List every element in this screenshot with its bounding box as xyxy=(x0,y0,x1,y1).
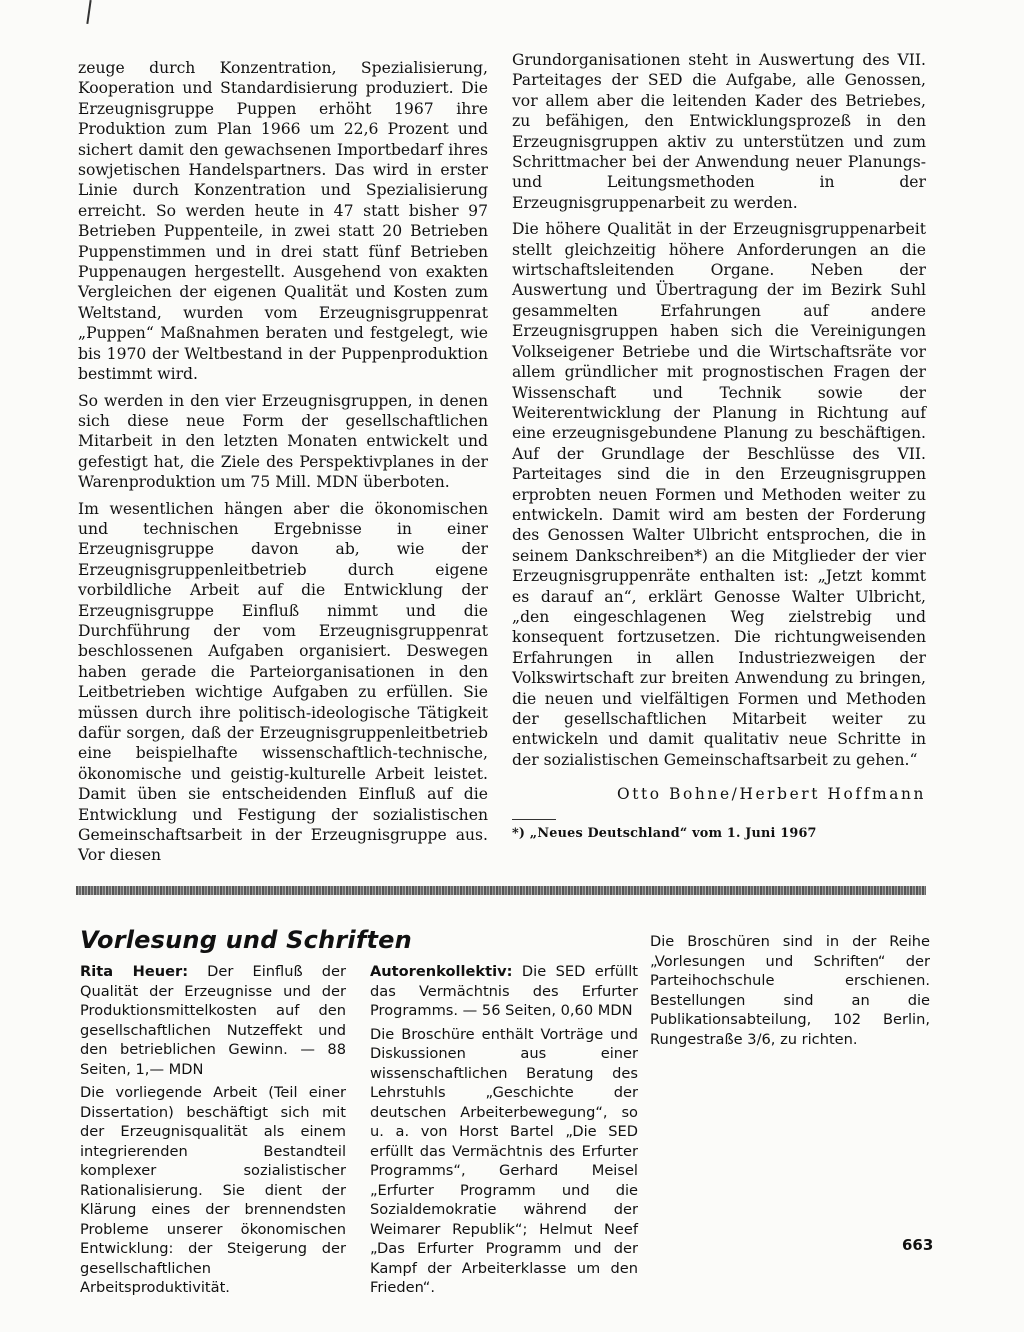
author-signature: Otto Bohne/Herbert Hoffmann xyxy=(617,785,926,804)
entry-title: Der Einfluß der Qualität der Erzeugnisse und der Produktionsmittelkosten auf den gesellschaftlichen Nutzeffekt und den betrieblichen Gewinn. — 88 Seiten, 1,— MDN xyxy=(80,963,346,1078)
entry-title: Die SED erfüllt das Vermächtnis des Erfurter Programms. — 56 Seiten, 0,60 MDN xyxy=(370,963,638,1019)
footnote-rule xyxy=(512,819,556,820)
margin-mark xyxy=(86,0,91,24)
paragraph: Die höhere Qualität in der Erzeugnisgruppenarbeit stellt gleichzeitig höhere Anforderungen an die wirtschaftsleitenden Organe. Neben der Auswertung und Übertragung der im Bezirk Suhl gesammelten Erfahrungen auf andere Erzeugnisgruppen haben sich die Vereinigungen Volkseigener Betriebe und die Wirtschaftsräte vor allem gründlicher mit prognostischen Fragen der Wissenschaft und Technik sowie der Weiterentwicklung der Planung in Richtung auf eine erzeugnisgebundene Planung zu beschäftigen. Auf der Grundlage der Beschlüsse des VII. Parteitages sind die in den Erzeugnisgruppen erprobten neuen Formen und Methoden weiter zu entwickeln. Damit wird am besten der Forderung des Genossen Walter Ulbricht entsprochen, die in seinem Dankschreiben*) an die Mitglieder der vier Erzeugnisgruppenräte enthalten ist: „Jetzt kommt es darauf an“, erklärt Genosse Walter Ulbricht, „den eingeschlagenen Weg zielstrebig und konsequent fortzusetzen. Die richtungweisenden Erfahrungen in allen Industriezweigen der Volkswirtschaft zur breiten Anwendung zu bringen, die neuen und vielfältigen Formen und Methoden der gesellschaftlichen Mitarbeit weiter zu entwickeln und damit qualitativ neue Schritte in der sozialistischen Gemeinschaftsarbeit zu gehen.“ xyxy=(512,220,926,769)
paragraph: So werden in den vier Erzeugnisgruppen, in denen sich diese neue Form der gesellschaftlichen Mitarbeit in den letzten Monaten entwickelt und gefestigt hat, die Ziele des Perspektivplanes in der Warenproduktion um 75 Mill. MDN überboten. xyxy=(78,391,488,492)
article-column-left xyxy=(78,58,488,872)
paragraph: Grundorganisationen steht in Auswertung des VII. Parteitages der SED die Aufgabe, alle Genossen, vor allem aber die leitenden Kader des Betriebes, zu befähigen, den Entwicklungsprozeß in den Erzeugnisgruppen aktiv zu unterstützen und zum Schrittmacher bei der Anwendung neuer Planungs- und Leitungsmethoden in der Erzeugnisgruppenarbeit zu werden. xyxy=(512,51,926,212)
entry-author: Rita Heuer: xyxy=(80,963,189,980)
listing-column-1 xyxy=(80,962,346,1301)
entry-description: Die Broschüre enthält Vorträge und Diskussionen aus einer wissenschaftlichen Beratung des Lehrstuhls „Geschichte der deutschen Arbeiterbewegung“, so u. a. von Horst Bartel „Die SED erfüllt das Vermächtnis des Erfurter Programms“, Gerhard Meisel „Erfurter Programm und die Sozialdemokratie während der Weimarer Republik“; Helmut Neef „Das Erfurter Programm und der Kampf der Arbeiterklasse um den Frieden“. xyxy=(370,1025,638,1296)
entry-description: Die vorliegende Arbeit (Teil einer Dissertation) beschäftigt sich mit der Erzeugnisqualität als einem integrierenden Bestandteil komplexer sozialistischer Rationalisierung. Sie dient der Klärung eines der brennendsten Probleme unserer ökonomischen Entwicklung: der Steigerung der gesellschaftlichen Arbeitsproduktivität. xyxy=(80,1084,346,1296)
paragraph: zeuge durch Konzentration, Spezialisierung, Kooperation und Standardisierung produziert. Die Erzeugnisgruppe Puppen erhöht 1967 ihre Produktion zum Plan 1966 um 22,6 Prozent und sichert damit den gewachsenen Importbedarf ihres sowjetischen Handelspartners. Das wird in erster Linie durch Konzentration und Spezialisierung erreicht. So werden heute in 47 statt bisher 97 Betrieben Puppenteile, in zwei statt 20 Betrieben Puppenstimmen und in drei statt fünf Betrieben Puppenaugen hergestellt. Ausgehend von exakten Vergleichen der eigenen Qualität und Kosten zum Weltstand, wurden vom Erzeugnisgruppenrat „Puppen“ Maßnahmen beraten und festgelegt, wie bis 1970 der Weltbestand in der Puppenproduktion bestimmt wird. xyxy=(78,59,488,384)
section-heading: Vorlesung und Schriften xyxy=(80,926,412,954)
footnote: *) „Neues Deutschland“ vom 1. Juni 1967 xyxy=(512,825,817,841)
listing-column-2 xyxy=(370,962,638,1302)
listing-entry-1 xyxy=(80,962,346,1079)
article-column-right xyxy=(512,50,926,842)
listing-column-3 xyxy=(650,932,930,1053)
paragraph: Im wesentlichen hängen aber die ökonomischen und technischen Ergebnisse in einer Erzeugnisgruppe davon ab, wie der Erzeugnisgruppenleitbetrieb durch eigene vorbildliche Arbeit auf die Entwicklung der Erzeugnisgruppe Einfluß nimmt und die Durchführung der vom Erzeugnisgruppenrat beschlossenen Aufgaben organisiert. Deswegen haben gerade die Parteiorganisationen in den Leitbetrieben wichtige Aufgaben zu erfüllen. Sie müssen durch ihre politisch-ideologische Tätigkeit dafür sorgen, daß der Erzeugnisgruppenleitbetrieb eine beispielhafte wissenschaftlich-technische, ökonomische und geistig-kulturelle Arbeit leistet. Damit üben sie entscheidenden Einfluß auf die Entwicklung und Festigung der sozialistischen Gemeinschaftsarbeit in der Erzeugnisgruppe aus. Vor diesen xyxy=(78,499,488,865)
closing-note: Die Broschüren sind in der Reihe „Vorlesungen und Schriften“ der Parteihochschule erschienen. Bestellungen sind an die Publikationsabteilung, 102 Berlin, Rungestraße 3/6, zu richten. xyxy=(650,933,930,1048)
page-number: 663 xyxy=(902,1236,934,1254)
section-divider xyxy=(76,886,926,895)
entry-author: Autorenkollektiv: xyxy=(370,963,513,980)
listing-entry-2 xyxy=(370,962,638,1021)
